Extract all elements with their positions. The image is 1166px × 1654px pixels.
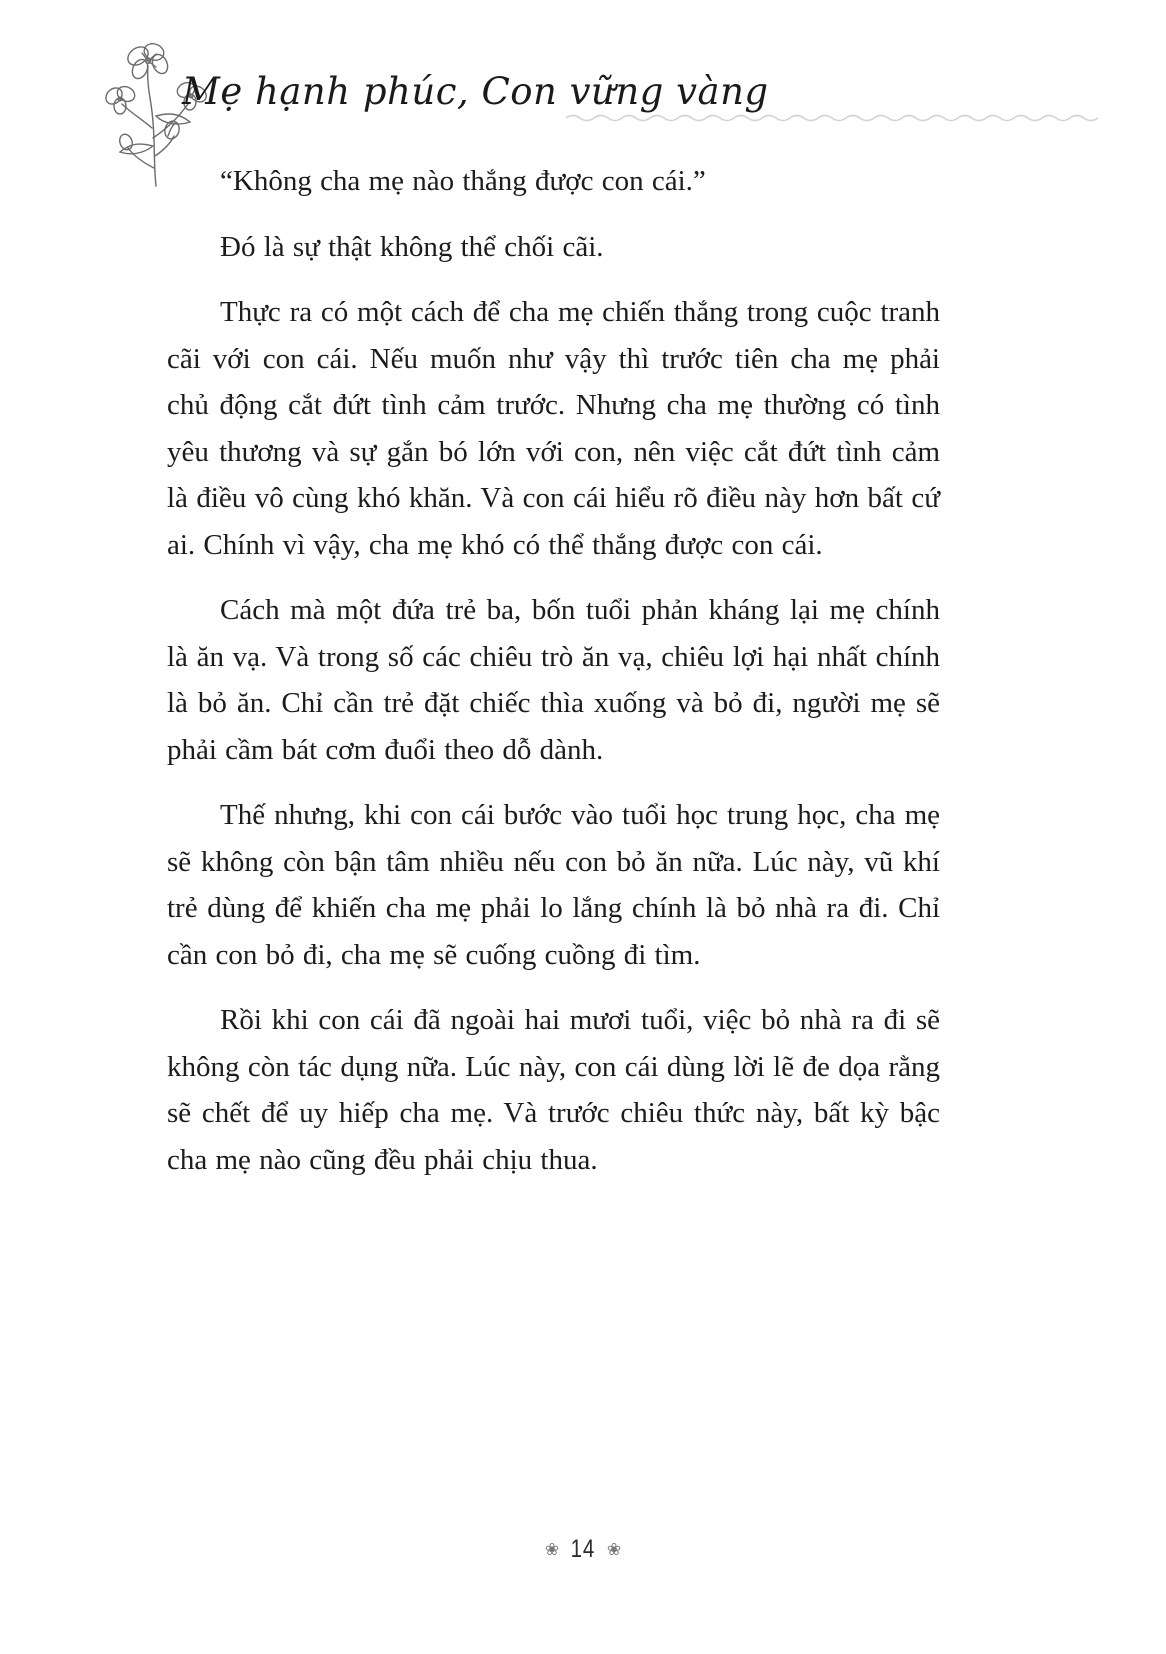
page-text-block <box>167 158 940 1202</box>
paragraph-quote: “Không cha mẹ nào thắng được con cái.” <box>220 165 706 197</box>
paragraph: Rồi khi con cái đã ngoài hai mươi tuổi, việc bỏ nhà ra đi sẽ không còn tác dụng nữa. Lúc này, con cái dùng lời lẽ đe dọa rằng sẽ chết để uy hiếp cha mẹ. Và trước chiêu thức này, bất kỳ bậc cha mẹ nào cũng đều phải chịu thua. <box>167 1004 940 1176</box>
wavy-divider-line <box>566 112 1106 124</box>
flower-ornament-icon: ❀ <box>544 1540 560 1559</box>
paragraph: Cách mà một đứa trẻ ba, bốn tuổi phản kháng lại mẹ chính là ăn vạ. Và trong số các chiêu trò ăn vạ, chiêu lợi hại nhất chính là bỏ ăn. Chỉ cần trẻ đặt chiếc thìa xuống và bỏ đi, người mẹ sẽ phải cầm bát cơm đuổi theo dỗ dành. <box>167 594 940 766</box>
paragraph: Đó là sự thật không thể chối cãi. <box>220 230 604 263</box>
page-footer <box>0 1535 1166 1564</box>
running-head-title: Mẹ hạnh phúc, Con vững vàng <box>182 70 769 113</box>
page-number: 14 <box>570 1535 596 1563</box>
paragraph: Thực ra có một cách để cha mẹ chiến thắng trong cuộc tranh cãi với con cái. Nếu muốn như vậy thì trước tiên cha mẹ phải chủ động cắt đứt tình cảm trước. Nhưng cha mẹ thường có tình yêu thương và sự gắn bó lớn với con, nên việc cắt đứt tình cảm là điều vô cùng khó khăn. Và con cái hiểu rõ điều này hơn bất cứ ai. Chính vì vậy, cha mẹ khó có thể thắng được con cái. <box>167 296 940 561</box>
flower-ornament-icon: ❀ <box>606 1540 622 1559</box>
paragraph: Thế nhưng, khi con cái bước vào tuổi học trung học, cha mẹ sẽ không còn bận tâm nhiều nếu con bỏ ăn nữa. Lúc này, vũ khí trẻ dùng để khiến cha mẹ phải lo lắng chính là bỏ nhà ra đi. Chỉ cần con bỏ đi, cha mẹ sẽ cuống cuồng đi tìm. <box>167 799 940 971</box>
page-header <box>0 0 1166 160</box>
